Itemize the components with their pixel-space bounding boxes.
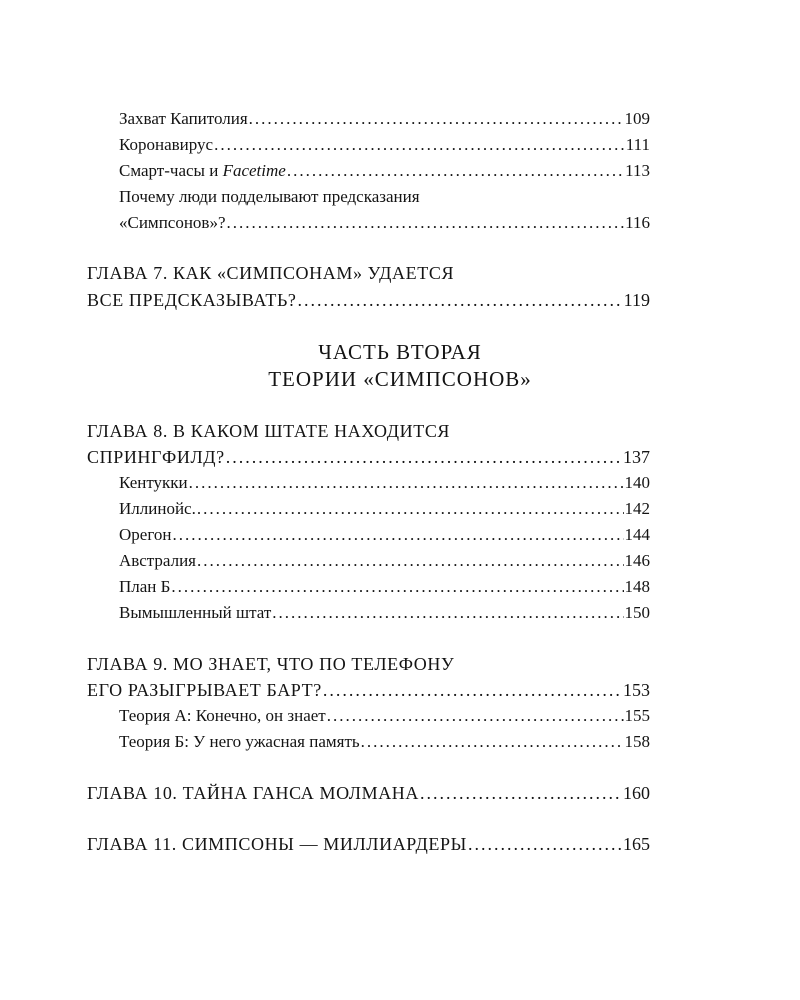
toc-entry-title-prefix: Смарт-часы и — [119, 161, 223, 180]
toc-entry-title: Кентукки — [119, 473, 188, 492]
chapter-entry — [87, 444, 650, 470]
toc-entry — [119, 574, 650, 600]
leader-dots — [420, 780, 622, 806]
toc-entry-page: 113 — [625, 161, 650, 180]
chapter-heading-line1 — [87, 418, 650, 444]
chapter-title: ГЛАВА 11. СИМПСОНЫ — МИЛЛИАРДЕРЫ — [87, 834, 467, 854]
toc-entry — [119, 496, 650, 522]
toc-entry-line1 — [119, 184, 650, 210]
toc-entry — [119, 522, 650, 548]
toc-entry-title: Иллинойс. — [119, 499, 196, 518]
chapter-title: ГЛАВА 9. МО ЗНАЕТ, ЧТО ПО ТЕЛЕФОНУ — [87, 654, 455, 674]
leader-dots — [214, 132, 625, 158]
chapter-page: 153 — [623, 680, 650, 700]
toc-entry-title: Почему люди подделывают предсказания — [119, 187, 420, 206]
chapter-title-cont: ВСЕ ПРЕДСКАЗЫВАТЬ? — [87, 290, 297, 310]
toc-entry-title: Австралия — [119, 551, 196, 570]
toc-entry-page: 140 — [624, 473, 650, 492]
toc-entry-page: 111 — [625, 135, 650, 154]
part-subheading: ТЕОРИИ «СИМПСОНОВ» — [268, 367, 532, 391]
toc-entry — [119, 210, 650, 236]
chapter-heading-line1 — [87, 651, 650, 677]
chapter-title-cont: ЕГО РАЗЫГРЫВАЕТ БАРТ? — [87, 680, 322, 700]
leader-dots — [227, 210, 625, 236]
leader-dots — [197, 548, 624, 574]
leader-dots — [171, 574, 623, 600]
toc-entry-page: 148 — [624, 577, 650, 596]
part-heading: ЧАСТЬ ВТОРАЯ — [318, 340, 482, 364]
chapter-title: ГЛАВА 8. В КАКОМ ШТАТЕ НАХОДИТСЯ — [87, 421, 451, 441]
leader-dots — [249, 106, 624, 132]
leader-dots — [226, 444, 622, 470]
chapter-entry — [87, 677, 650, 703]
chapter-title: ГЛАВА 10. ТАЙНА ГАНСА МОЛМАНА — [87, 783, 419, 803]
toc-entry-page: 146 — [624, 551, 650, 570]
leader-dots — [297, 287, 622, 313]
toc-entry-title: Коронавирус — [119, 135, 214, 154]
chapter-entry — [87, 831, 650, 857]
chapter-heading-line1 — [87, 260, 650, 286]
chapter-entry — [87, 287, 650, 313]
toc-entry — [119, 470, 650, 496]
toc-entry-page: 116 — [625, 213, 650, 232]
toc-entry — [119, 600, 650, 626]
leader-dots — [287, 158, 624, 184]
leader-dots — [197, 496, 624, 522]
toc-entry-title: Теория Б: У него ужасная память — [119, 732, 360, 751]
toc-entry-title: Захват Капитолия — [119, 109, 248, 128]
toc-entry-title: Теория А: Конечно, он знает — [119, 706, 326, 725]
toc-entry — [119, 548, 650, 574]
toc-entry — [119, 158, 650, 184]
toc-entry — [119, 729, 650, 755]
leader-dots — [468, 831, 622, 857]
toc-entry-page: 142 — [624, 499, 650, 518]
toc-entry — [119, 132, 650, 158]
leader-dots — [323, 677, 622, 703]
toc-entry-title: План Б — [119, 577, 171, 596]
leader-dots — [327, 703, 624, 729]
chapter-page: 165 — [623, 834, 650, 854]
toc-entry — [119, 106, 650, 132]
leader-dots — [172, 522, 623, 548]
toc-entry-page: 144 — [624, 525, 650, 544]
chapter-title: ГЛАВА 7. КАК «СИМПСОНАМ» УДАЕТСЯ — [87, 263, 455, 283]
leader-dots — [361, 729, 624, 755]
chapter-title-cont: СПРИНГФИЛД? — [87, 447, 225, 467]
toc-entry-title: Вымышленный штат — [119, 603, 272, 622]
chapter-page: 137 — [623, 447, 650, 467]
chapter-entry — [87, 780, 650, 806]
toc-entry-page: 155 — [624, 706, 650, 725]
chapter-page: 119 — [623, 290, 650, 310]
toc-entry-page: 150 — [624, 603, 650, 622]
toc-entry — [119, 703, 650, 729]
toc-entry-title-cont: «Симпсонов»? — [119, 213, 226, 232]
toc-entry-page: 158 — [624, 732, 650, 751]
toc-entry-page: 109 — [624, 109, 650, 128]
leader-dots — [272, 600, 623, 626]
toc-entry-title — [119, 158, 286, 184]
toc-entry-title-italic: Facetime — [222, 161, 286, 180]
toc-entry-title: Орегон — [119, 525, 172, 544]
leader-dots — [189, 470, 624, 496]
chapter-page: 160 — [623, 783, 650, 803]
